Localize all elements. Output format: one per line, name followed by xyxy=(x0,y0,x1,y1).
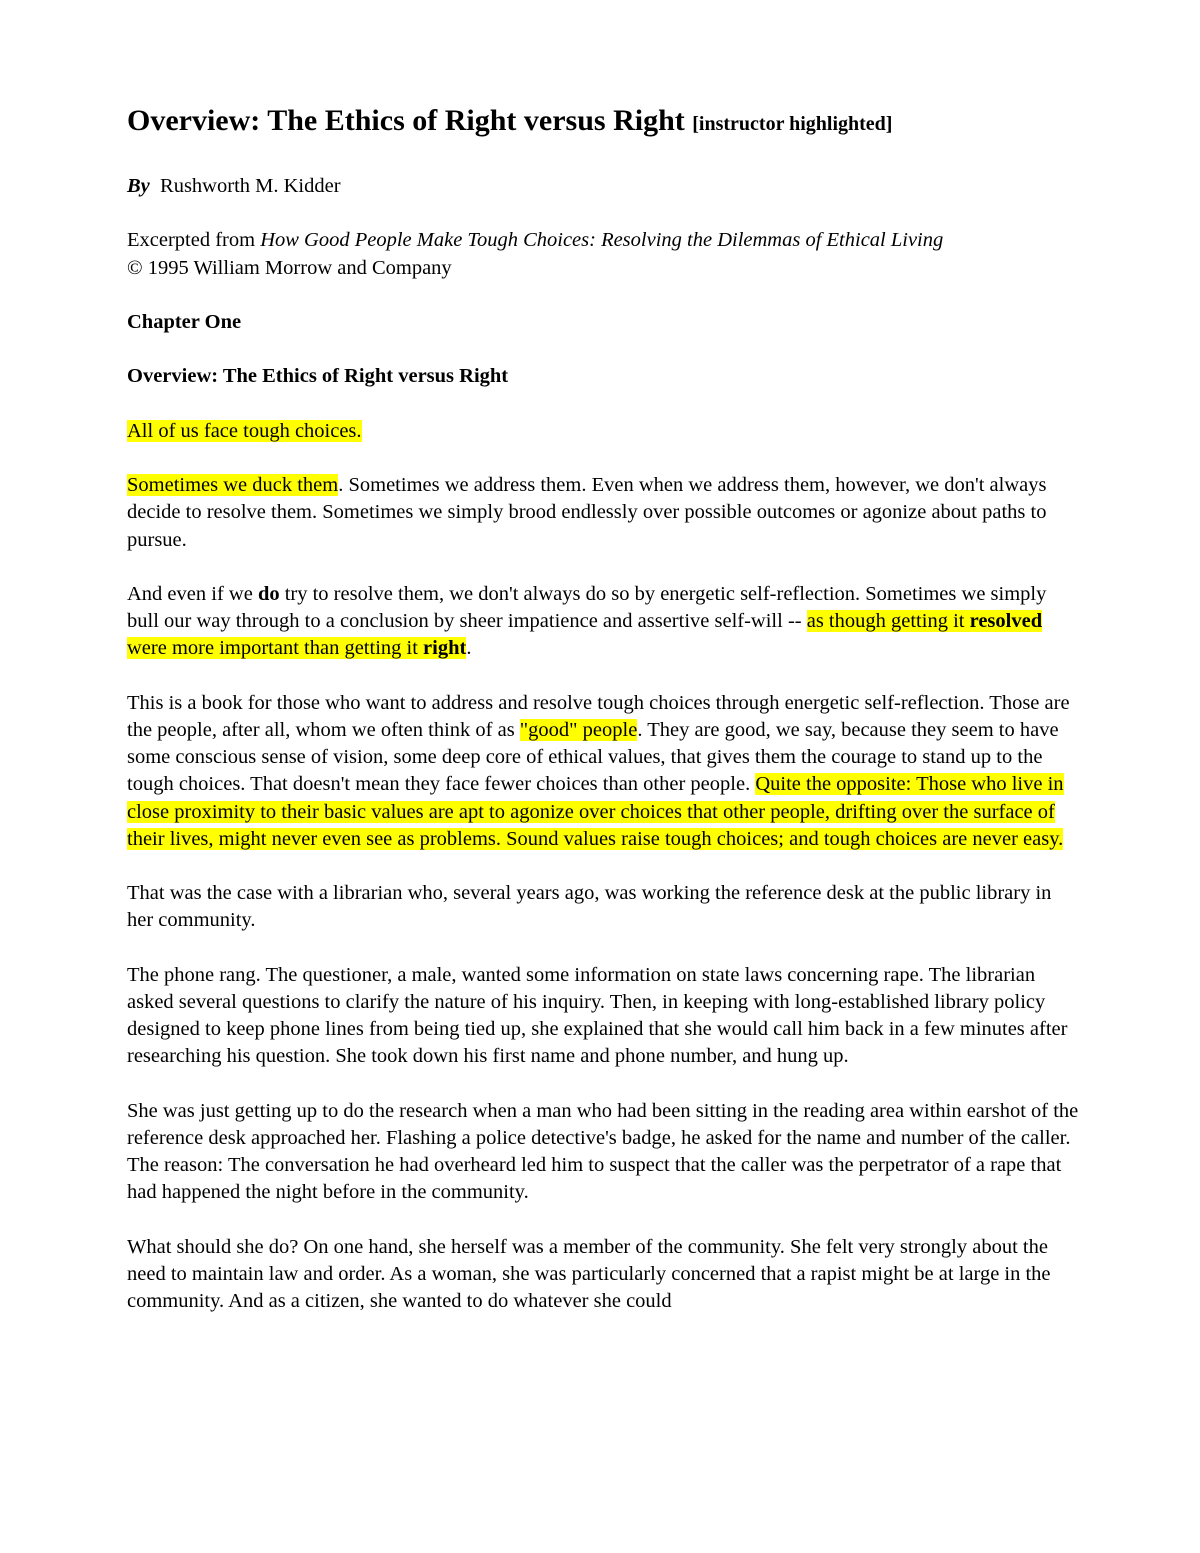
highlight-bold-text: resolved xyxy=(969,610,1043,633)
paragraph-3 xyxy=(127,581,1079,663)
bold-text: do xyxy=(257,582,280,605)
highlight-text: All of us face tough choices. xyxy=(127,419,362,442)
source-citation xyxy=(127,227,1079,281)
body-text: . Sometimes we address them. Even when we address them, however, we don't always decide to resolve them. Sometimes we simply brood endlessly over possible outcomes or agonize about paths to pursue. xyxy=(127,474,1047,551)
source-book-title: How Good People Make Tough Choices: Resolving the Dilemmas of Ethical Living xyxy=(260,229,944,252)
paragraph-7: She was just getting up to do the research when a man who had been sitting in the reading area within earshot of the reference desk approached her. Flashing a police detective's badge, he asked for the name and number of the caller. The reason: The conversation he had overheard led him to suspect that the caller was the perpetrator of a rape that had happened the night before in the community. xyxy=(127,1099,1079,1204)
document-page xyxy=(127,98,1079,1343)
source-prefix: Excerpted from xyxy=(127,229,261,252)
paragraph-5: That was the case with a librarian who, several years ago, was working the reference desk at the public library in her community. xyxy=(127,882,1052,932)
paragraph-4 xyxy=(127,690,1079,853)
source-copyright: © 1995 William Morrow and Company xyxy=(127,256,452,279)
highlight-text: Quite the opposite: Those who live in close proximity to their basic values are apt to agonize over choices that other people, drifting over the surface of their lives, might never even see as problems. Sound values raise tough choices; and tough choices are never easy. xyxy=(127,773,1064,850)
body-text: And even if we xyxy=(127,582,258,605)
highlight-span: were more important than getting it xyxy=(127,637,424,660)
paragraph-1 xyxy=(127,418,1079,445)
title-note: [instructor highlighted] xyxy=(692,113,893,135)
body-text: try to resolve them, we don't always do so by energetic self-reflection. Sometimes we simply bull our way through to a conclusion by sheer impatience and assertive self-will -- xyxy=(127,582,1047,633)
highlight-text: Sometimes we duck them xyxy=(127,474,339,497)
body-text: . xyxy=(466,637,472,660)
byline-author: Rushworth M. Kidder xyxy=(160,175,341,197)
byline xyxy=(127,173,1079,200)
byline-label: By xyxy=(127,175,150,197)
body-text: This is a book for those who want to address and resolve tough choices through energetic self-reflection. Those are the people, after all, whom we often think of as xyxy=(127,691,1070,741)
body-text: . They are good, we say, because they seem to have some conscious sense of vision, some deep core of ethical values, that gives them the courage to stand up to the tough choices. That doesn't mean they face fewer choices than other people. xyxy=(127,718,1059,796)
chapter-heading: Chapter One xyxy=(127,310,242,333)
paragraph-6: The phone rang. The questioner, a male, wanted some information on state laws concerning rape. The librarian asked several questions to clarify the nature of his inquiry. Then, in keeping with long-established library policy designed to keep phone lines from being tied up, she explained that she would call him back in a few minutes after researching his question. She took down his first name and phone number, and hung up. xyxy=(127,963,1068,1068)
document-title xyxy=(127,98,1079,147)
title-main: Overview: The Ethics of Right versus Right xyxy=(127,104,685,137)
paragraph-2 xyxy=(127,472,1079,554)
section-heading: Overview: The Ethics of Right versus Right xyxy=(127,365,509,388)
highlight-text: "good" people xyxy=(519,718,638,741)
paragraph-8: What should she do? On one hand, she herself was a member of the community. She felt very strongly about the need to maintain law and order. As a woman, she was particularly concerned that a rapist might be at large in the community. And as a citizen, she wanted to do whatever she could xyxy=(127,1235,1051,1313)
highlight-span: as though getting it xyxy=(806,610,970,633)
highlight-bold-text: right xyxy=(423,637,467,660)
